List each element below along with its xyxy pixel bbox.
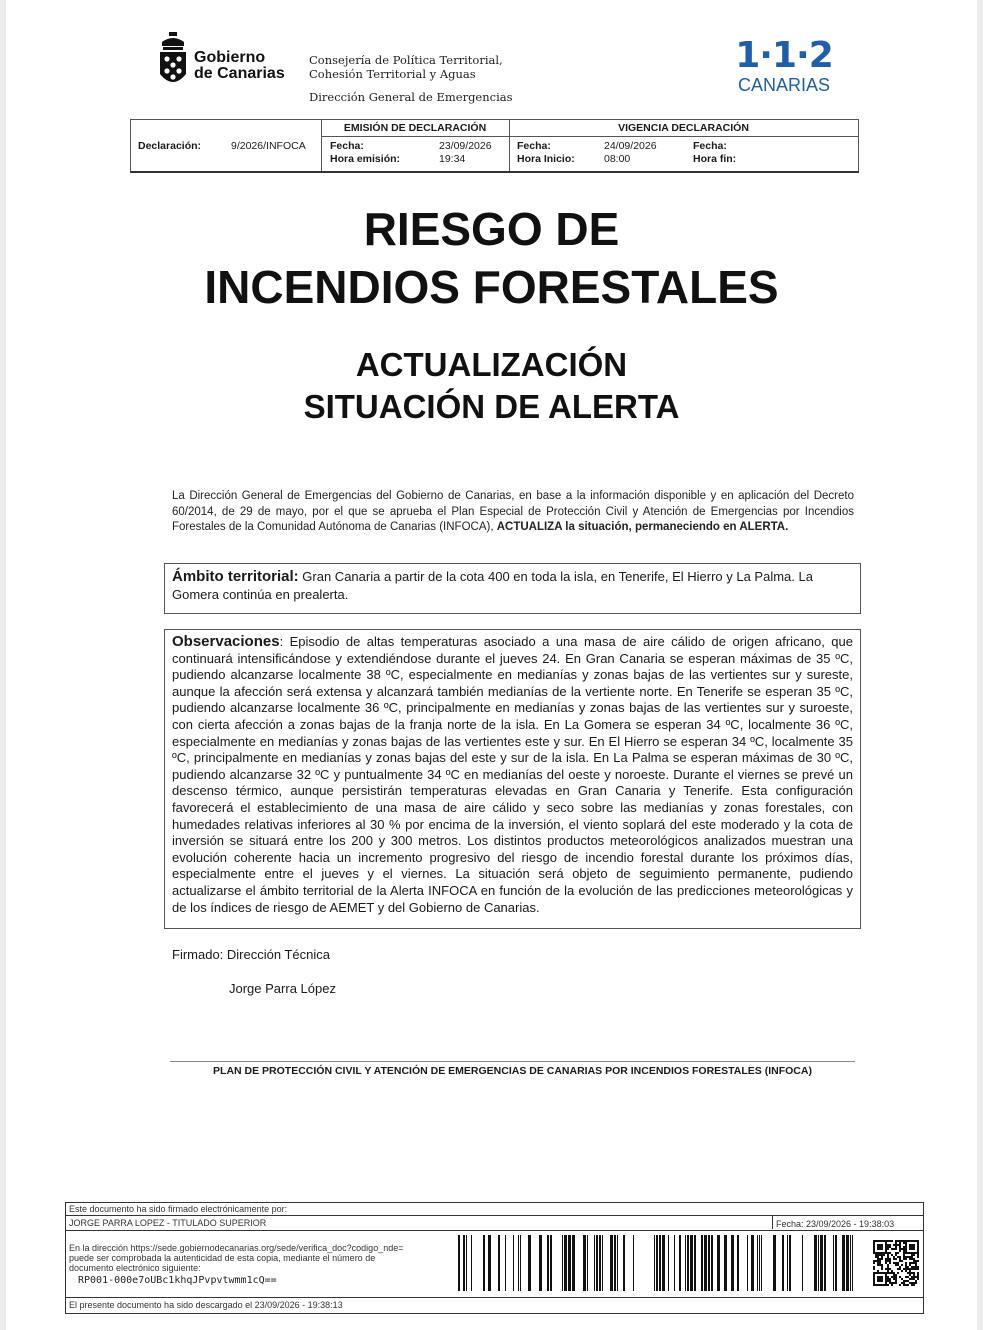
- intro-bold-text: ACTUALIZA la situación, permaneciendo en ALERTA.: [496, 521, 789, 533]
- firma-line1: Firmado: Dirección Técnica: [172, 947, 330, 962]
- direccion-general: Dirección General de Emergencias: [309, 90, 513, 104]
- main-title-line2: INCENDIOS FORESTALES: [204, 261, 779, 313]
- declaration-label: Declaración:: [138, 140, 202, 152]
- hora-inicio-label: Hora Inicio:: [517, 153, 575, 165]
- gc-name-line2: de Canarias: [194, 65, 285, 82]
- verify-url-line2: puede ser comprobada la autenticidad de esta copia, mediante el número de: [69, 1253, 376, 1263]
- subtitle: [6, 344, 977, 428]
- signed-by-label: Este documento ha sido firmado electrónicamente por:: [69, 1204, 288, 1214]
- downloaded-notice: El presente documento ha sido descargado el 23/09/2026 - 19:38:13: [69, 1300, 343, 1310]
- observaciones-text: : Episodio de altas temperaturas asociado a una masa de aire cálido de origen africano, que continuará intensificándose y extendiéndose durante el jueves 24. En Gran Canaria se esperan máximas de 35 ºC, pudiendo alcanzarse localmente 38 ºC, especialmente en medianías y zonas bajas de las vertientes sur y sureste, aunque la afección será extensa y alcanzará también medianías de la vertiente norte. En Tenerife se esperan 35 ºC, pudiendo alcanzarse localmente 36 ºC, principalmente en medianías y zonas bajas de las vertientes sur y suroeste, con cierta afección a zonas bajas de la franja norte de la isla. En La Gomera se esperan 34 ºC, localmente 36 ºC, especialmente en medianías y zonas bajas de las vertientes este y sur. En El Hierro se esperan 34 ºC, localmente 35 ºC, principalmente en medianías y zonas bajas del este y sur de la isla. En La Palma se esperan máximas de 30 ºC, pudiendo alcanzarse 32 ºC y puntualmente 34 ºC en medianías del oeste y noroeste. Durante el viernes se prevé un descenso térmico, aunque persistirán temperaturas elevadas en Gran Canaria y Tenerife. Esta configuración favorecerá el establecimiento de una masa de aire cálido y seco sobre las medianías y zonas forestales, con humedades relativas inferiores al 30 % por encima de la inversión, el viento soplará del este moderado y la cota de inversión se situará entre los 200 y 300 metros. Los distintos productos meteorológicos analizados muestran una evolución coherente hacia un incremento progresivo del riesgo de incendio forestal durante los próximos días, especialmente entre el jueves y el viernes. La situación será objeto de seguimiento permanente, pudiendo actualizarse el ámbito territorial de la Alerta INFOCA en función de la evolución de las predicciones meteorológicas y de los índices de riesgo de AEMET y del Gobierno de Canarias.: [172, 634, 853, 915]
- footer-plan-text: PLAN DE PROTECCIÓN CIVIL Y ATENCIÓN DE EMERGENCIAS DE CANARIAS POR INCENDIOS FORESTALES (INFOCA): [213, 1065, 812, 1077]
- subtitle-line1: ACTUALIZACIÓN: [355, 346, 628, 383]
- barcode-icon: [458, 1235, 854, 1291]
- declaration-table: [130, 119, 859, 173]
- logo-112-text: CANARIAS: [737, 75, 831, 95]
- observaciones-box: [164, 629, 861, 929]
- vigencia-header: VIGENCIA DECLARACIÓN: [618, 122, 749, 134]
- gc-name-line1: Gobierno: [194, 49, 266, 66]
- consejeria-line1: Consejería de Política Territorial,: [309, 53, 503, 67]
- subtitle-line2: SITUACIÓN DE ALERTA: [303, 388, 680, 425]
- coat-of-arms-icon: [156, 30, 190, 92]
- ambito-label: Ámbito territorial:: [172, 568, 299, 585]
- document-code: RP001-000e7oUBc1khqJPvpvtwmm1cQ==: [78, 1275, 277, 1286]
- main-title: [6, 200, 977, 316]
- vigencia-fecha: 24/09/2026: [604, 140, 657, 152]
- gobierno-canarias-logo: [156, 30, 296, 94]
- hora-inicio: 08:00: [604, 153, 631, 165]
- logo-112-number: 1·1·2: [735, 35, 833, 76]
- emision-fecha: 23/09/2026: [439, 140, 492, 152]
- hora-fin-label: Hora fin:: [693, 153, 737, 165]
- intro-text: La Dirección General de Emergencias del Gobierno de Canarias, en base a la información disponible y en aplicación del Decreto 60/2014, de 29 de mayo, por el que se aprueba el Plan Especial de Protección Civil y Atención de Emergencias por Incendios Forestales de la Comunidad Autónoma de Canarias (INFOCA),: [172, 490, 854, 533]
- hora-emision-label: Hora emisión:: [330, 153, 401, 165]
- verification-block: [65, 1202, 924, 1314]
- verify-url-line3: documento electrónico siguiente:: [69, 1263, 201, 1273]
- firma-signer: Jorge Parra López: [229, 981, 336, 996]
- signature-date: Fecha: 23/09/2026 - 19:38:03: [776, 1219, 895, 1229]
- signer-name: JORGE PARRA LOPEZ - TITULADO SUPERIOR: [69, 1218, 267, 1228]
- document-page: [6, 0, 977, 1330]
- verify-url-line1: En la dirección https://sede.gobiernodecanarias.org/sede/verifica_doc?codigo_nde=: [69, 1243, 404, 1253]
- hora-emision: 19:34: [439, 153, 466, 165]
- declaration-number: 9/2026/INFOCA: [231, 140, 306, 152]
- ambito-text: Gran Canaria a partir de la cota 400 en toda la isla, en Tenerife, El Hierro y La Palma. La Gomera continúa en prealerta.: [172, 569, 813, 602]
- emision-fecha-label: Fecha:: [330, 140, 364, 152]
- footer-divider: [170, 1061, 855, 1062]
- emision-header: EMISIÓN DE DECLARACIÓN: [343, 122, 487, 134]
- consejeria-line2: Cohesión Territorial y Aguas: [309, 67, 476, 81]
- fecha-fin-label: Fecha:: [693, 140, 727, 152]
- gobierno-canarias-name: [194, 50, 285, 82]
- main-title-line1: RIESGO DE: [363, 203, 620, 255]
- consejeria-name: [309, 53, 503, 81]
- qr-code-icon: [873, 1240, 919, 1286]
- ambito-territorial-box: [164, 563, 861, 614]
- logo-112-canarias: [732, 36, 836, 100]
- vigencia-fecha-label: Fecha:: [517, 140, 551, 152]
- observaciones-label: Observaciones: [172, 633, 280, 650]
- intro-paragraph: [172, 489, 854, 536]
